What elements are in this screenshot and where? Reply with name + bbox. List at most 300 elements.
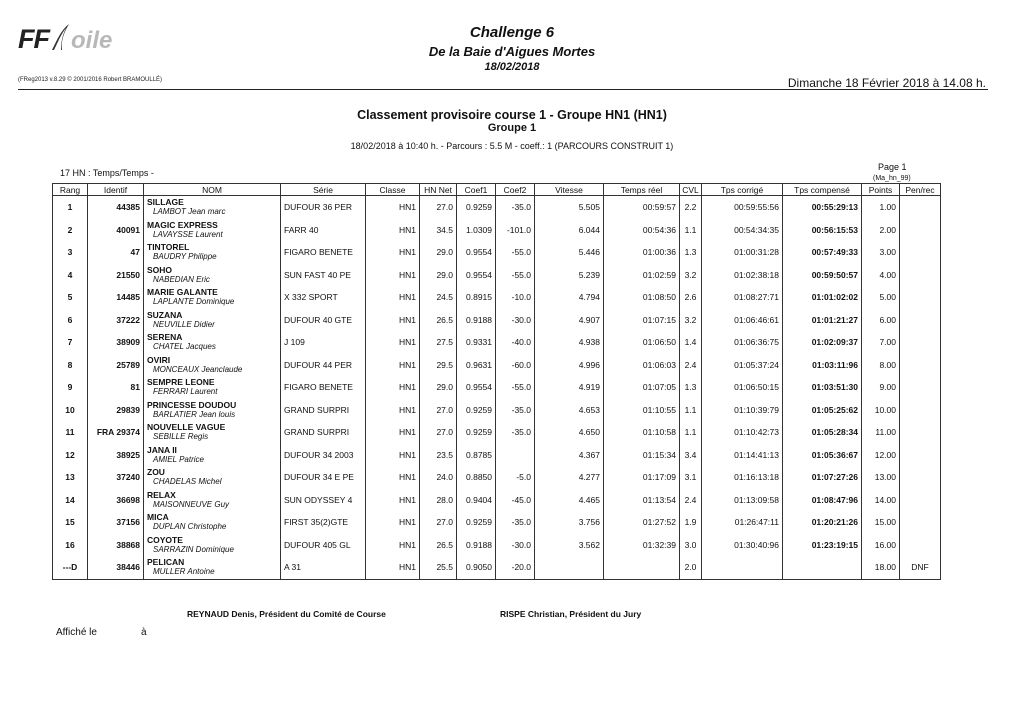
- boat-name: SUZANA: [147, 309, 183, 320]
- cell-pen: DNF: [900, 556, 941, 579]
- cell-coef2: -101.0: [496, 219, 535, 242]
- table-row: [53, 534, 941, 557]
- cell-corrige: 01:05:37:24: [702, 354, 783, 377]
- cell-corrige: 00:59:55:56: [702, 196, 783, 219]
- cell-rang: 11: [53, 421, 88, 444]
- column-header: Points: [862, 184, 900, 196]
- column-header: HN Net: [420, 184, 457, 196]
- cell-compense: 01:01:21:27: [783, 309, 862, 332]
- cell-rang: 7: [53, 331, 88, 354]
- logo-ff-text: FF: [18, 24, 49, 54]
- event-date: 18/02/2018: [484, 61, 540, 73]
- boat-name: SOHO: [147, 264, 173, 275]
- skipper-name: NABEDIAN Eric: [153, 274, 210, 284]
- cell-coef2: -10.0: [496, 286, 535, 309]
- cell-serie: DUFOUR 36 PER: [281, 196, 366, 219]
- cell-cvl: 3.0: [680, 534, 702, 557]
- cell-temps: 01:27:52: [604, 511, 680, 534]
- boat-name: MAGIC EXPRESS: [147, 219, 218, 230]
- table-row: [53, 286, 941, 309]
- cell-compense: 00:55:29:13: [783, 196, 862, 219]
- cell-points: 2.00: [862, 219, 900, 242]
- cell-compense: 01:08:47:96: [783, 489, 862, 512]
- cell-corrige: 01:10:39:79: [702, 399, 783, 422]
- cell-serie: FIGARO BENETE: [281, 376, 366, 399]
- boat-name: OVIRI: [147, 354, 171, 365]
- table-row: [53, 354, 941, 377]
- cell-identif: 38868: [88, 534, 144, 557]
- cell-hn: 27.0: [420, 421, 457, 444]
- cell-nom: [144, 196, 281, 219]
- cell-corrige: 01:14:41:13: [702, 444, 783, 467]
- table-row: [53, 376, 941, 399]
- cell-coef2: -40.0: [496, 331, 535, 354]
- column-header: Identif: [88, 184, 144, 196]
- boat-name: MICA: [147, 512, 169, 523]
- cell-nom: [144, 331, 281, 354]
- cell-corrige: 01:02:38:18: [702, 264, 783, 287]
- cell-identif: 37240: [88, 466, 144, 489]
- column-header: Temps réel: [604, 184, 680, 196]
- cell-classe: HN1: [366, 309, 420, 332]
- cell-vitesse: 3.562: [535, 534, 604, 557]
- cell-serie: FARR 40: [281, 219, 366, 242]
- cell-cvl: 1.1: [680, 399, 702, 422]
- cell-nom: [144, 444, 281, 467]
- column-header: Classe: [366, 184, 420, 196]
- boat-name: SILLAGE: [147, 197, 184, 208]
- column-header: Tps compensé: [783, 184, 862, 196]
- cell-vitesse: 4.650: [535, 421, 604, 444]
- cell-vitesse: 4.465: [535, 489, 604, 512]
- cell-vitesse: 3.756: [535, 511, 604, 534]
- cell-identif: 38909: [88, 331, 144, 354]
- cell-coef2: -55.0: [496, 376, 535, 399]
- cell-classe: HN1: [366, 354, 420, 377]
- cell-identif: 37222: [88, 309, 144, 332]
- cell-hn: 27.0: [420, 399, 457, 422]
- table-row: [53, 264, 941, 287]
- table-row: [53, 556, 941, 579]
- cell-coef1: 0.9188: [457, 534, 496, 557]
- cell-points: 4.00: [862, 264, 900, 287]
- header-rule: [18, 89, 988, 90]
- print-date: Dimanche 18 Février 2018 à 14.08 h.: [787, 76, 986, 90]
- cell-coef1: 1.0309: [457, 219, 496, 242]
- cell-temps: 01:32:39: [604, 534, 680, 557]
- cell-nom: [144, 219, 281, 242]
- cell-compense: 00:57:49:33: [783, 241, 862, 264]
- column-header: Coef2: [496, 184, 535, 196]
- results-table: [52, 183, 941, 580]
- cell-compense: 01:03:51:30: [783, 376, 862, 399]
- table-row: [53, 241, 941, 264]
- skipper-name: AMIEL Patrice: [153, 454, 204, 464]
- cell-temps: [604, 556, 680, 579]
- cell-classe: HN1: [366, 534, 420, 557]
- cell-nom: [144, 534, 281, 557]
- cell-serie: FIGARO BENETE: [281, 241, 366, 264]
- cell-classe: HN1: [366, 421, 420, 444]
- cell-compense: 00:59:50:57: [783, 264, 862, 287]
- cell-identif: 81: [88, 376, 144, 399]
- cell-pen: [900, 264, 941, 287]
- table-row: [53, 399, 941, 422]
- skipper-name: BAUDRY Philippe: [153, 252, 217, 262]
- cell-vitesse: 5.505: [535, 196, 604, 219]
- cell-hn: 25.5: [420, 556, 457, 579]
- cell-cvl: 2.0: [680, 556, 702, 579]
- cell-temps: 00:59:57: [604, 196, 680, 219]
- cell-nom: [144, 264, 281, 287]
- event-title: Challenge 6: [469, 24, 555, 41]
- cell-serie: DUFOUR 40 GTE: [281, 309, 366, 332]
- cell-coef2: -45.0: [496, 489, 535, 512]
- cell-corrige: 01:06:36:75: [702, 331, 783, 354]
- cell-nom: [144, 376, 281, 399]
- cell-pen: [900, 286, 941, 309]
- cell-classe: HN1: [366, 511, 420, 534]
- cell-hn: 26.5: [420, 309, 457, 332]
- cell-coef2: -55.0: [496, 241, 535, 264]
- logo-oile-text: oile: [71, 27, 113, 54]
- boat-name: RELAX: [147, 489, 176, 500]
- cell-pen: [900, 331, 941, 354]
- cell-corrige: 01:06:46:61: [702, 309, 783, 332]
- table-row: [53, 196, 941, 219]
- cell-nom: [144, 309, 281, 332]
- cell-nom: [144, 286, 281, 309]
- column-header: Tps corrigé: [702, 184, 783, 196]
- cell-hn: 29.0: [420, 241, 457, 264]
- cell-corrige: 01:06:50:15: [702, 376, 783, 399]
- skipper-name: LAPLANTE Dominique: [153, 297, 235, 307]
- cell-identif: 44385: [88, 196, 144, 219]
- cell-compense: 00:56:15:53: [783, 219, 862, 242]
- cell-temps: 01:02:59: [604, 264, 680, 287]
- cell-serie: GRAND SURPRI: [281, 421, 366, 444]
- table-row: [53, 219, 941, 242]
- cell-classe: HN1: [366, 286, 420, 309]
- cell-nom: [144, 241, 281, 264]
- cell-temps: 01:08:50: [604, 286, 680, 309]
- cell-identif: 47: [88, 241, 144, 264]
- cell-rang: 4: [53, 264, 88, 287]
- table-row: [53, 421, 941, 444]
- cell-compense: 01:02:09:37: [783, 331, 862, 354]
- cell-cvl: 2.4: [680, 489, 702, 512]
- table-header-row: [53, 184, 941, 196]
- cell-classe: HN1: [366, 196, 420, 219]
- cell-coef2: -60.0: [496, 354, 535, 377]
- cell-coef2: -30.0: [496, 534, 535, 557]
- cell-points: 1.00: [862, 196, 900, 219]
- boat-name: PELICAN: [147, 557, 185, 568]
- cell-identif: 38925: [88, 444, 144, 467]
- cell-rang: 5: [53, 286, 88, 309]
- cell-cvl: 1.4: [680, 331, 702, 354]
- cell-coef2: -20.0: [496, 556, 535, 579]
- cell-classe: HN1: [366, 376, 420, 399]
- cell-cvl: 1.3: [680, 241, 702, 264]
- cell-pen: [900, 219, 941, 242]
- cell-vitesse: 6.044: [535, 219, 604, 242]
- cell-serie: X 332 SPORT: [281, 286, 366, 309]
- cell-coef2: -35.0: [496, 399, 535, 422]
- cell-corrige: 01:08:27:71: [702, 286, 783, 309]
- cell-temps: 00:54:36: [604, 219, 680, 242]
- classement-subtitle: Groupe 1: [487, 122, 537, 134]
- cell-corrige: 00:54:34:35: [702, 219, 783, 242]
- cell-hn: 24.5: [420, 286, 457, 309]
- cell-temps: 01:07:15: [604, 309, 680, 332]
- race-info: 18/02/2018 à 10:40 h. - Parcours : 5.5 M - coeff.: 1 (PARCOURS CONSTRUIT 1): [350, 141, 674, 151]
- cell-hn: 24.0: [420, 466, 457, 489]
- cell-cvl: 3.1: [680, 466, 702, 489]
- cell-serie: J 109: [281, 331, 366, 354]
- cell-compense: 01:20:21:26: [783, 511, 862, 534]
- cell-serie: GRAND SURPRI: [281, 399, 366, 422]
- cell-points: 8.00: [862, 354, 900, 377]
- cell-pen: [900, 511, 941, 534]
- cell-identif: 36698: [88, 489, 144, 512]
- column-header: Pen/rec: [900, 184, 941, 196]
- cell-rang: 15: [53, 511, 88, 534]
- cell-compense: 01:05:36:67: [783, 444, 862, 467]
- cell-coef2: -5.0: [496, 466, 535, 489]
- cell-rang: 2: [53, 219, 88, 242]
- cell-hn: 28.0: [420, 489, 457, 512]
- boat-name: SEMPRE LEONE: [147, 377, 215, 388]
- boat-name: SERENA: [147, 332, 183, 343]
- table-row: [53, 331, 941, 354]
- cell-corrige: 01:26:47:11: [702, 511, 783, 534]
- table-row: [53, 511, 941, 534]
- cell-hn: 23.5: [420, 444, 457, 467]
- cell-classe: HN1: [366, 264, 420, 287]
- cell-nom: [144, 421, 281, 444]
- cell-coef1: 0.9554: [457, 376, 496, 399]
- page-label: Page 1: [878, 162, 907, 172]
- cell-compense: 01:23:19:15: [783, 534, 862, 557]
- cell-cvl: 3.2: [680, 309, 702, 332]
- cell-cvl: 1.9: [680, 511, 702, 534]
- cell-coef2: [496, 444, 535, 467]
- cell-hn: 26.5: [420, 534, 457, 557]
- column-header: Vitesse: [535, 184, 604, 196]
- cell-points: 12.00: [862, 444, 900, 467]
- cell-rang: 13: [53, 466, 88, 489]
- cell-hn: 27.5: [420, 331, 457, 354]
- cell-hn: 34.5: [420, 219, 457, 242]
- cell-serie: DUFOUR 34 E PE: [281, 466, 366, 489]
- cell-pen: [900, 444, 941, 467]
- cell-pen: [900, 466, 941, 489]
- cell-identif: 21550: [88, 264, 144, 287]
- cell-nom: [144, 354, 281, 377]
- cell-vitesse: 4.919: [535, 376, 604, 399]
- cell-hn: 29.0: [420, 264, 457, 287]
- fleet-info: 17 HN : Temps/Temps -: [60, 168, 154, 178]
- cell-pen: [900, 399, 941, 422]
- cell-nom: [144, 466, 281, 489]
- cell-corrige: 01:30:40:96: [702, 534, 783, 557]
- cell-corrige: 01:00:31:28: [702, 241, 783, 264]
- cell-vitesse: 4.938: [535, 331, 604, 354]
- cell-points: 9.00: [862, 376, 900, 399]
- cell-coef1: 0.8915: [457, 286, 496, 309]
- cell-cvl: 1.1: [680, 421, 702, 444]
- cell-identif: 37156: [88, 511, 144, 534]
- cell-cvl: 2.6: [680, 286, 702, 309]
- cell-pen: [900, 376, 941, 399]
- cell-rang: 3: [53, 241, 88, 264]
- cell-vitesse: 5.239: [535, 264, 604, 287]
- cell-serie: DUFOUR 405 GL: [281, 534, 366, 557]
- president-jury-signature: RISPE Christian, Président du Jury: [500, 609, 642, 619]
- cell-coef1: 0.9554: [457, 264, 496, 287]
- column-header: NOM: [144, 184, 281, 196]
- cell-compense: 01:05:28:34: [783, 421, 862, 444]
- table-row: [53, 444, 941, 467]
- cell-classe: HN1: [366, 444, 420, 467]
- cell-points: 15.00: [862, 511, 900, 534]
- cell-serie: FIRST 35(2)GTE: [281, 511, 366, 534]
- skipper-name: DUPLAN Christophe: [153, 522, 227, 532]
- boat-name: TINTOREL: [147, 242, 190, 253]
- cell-nom: [144, 399, 281, 422]
- cell-compense: 01:01:02:02: [783, 286, 862, 309]
- skipper-name: MULLER Antoine: [153, 567, 215, 577]
- cell-classe: HN1: [366, 219, 420, 242]
- cell-points: 14.00: [862, 489, 900, 512]
- cell-serie: DUFOUR 34 2003: [281, 444, 366, 467]
- skipper-name: CHADELAS Michel: [153, 477, 222, 487]
- cell-temps: 01:06:03: [604, 354, 680, 377]
- cell-identif: 29839: [88, 399, 144, 422]
- cell-identif: 14485: [88, 286, 144, 309]
- cell-cvl: 2.4: [680, 354, 702, 377]
- cell-vitesse: 4.907: [535, 309, 604, 332]
- boat-name: MARIE GALANTE: [147, 287, 218, 298]
- cell-points: 11.00: [862, 421, 900, 444]
- cell-rang: ---D: [53, 556, 88, 579]
- cell-compense: 01:03:11:96: [783, 354, 862, 377]
- cell-pen: [900, 421, 941, 444]
- president-course-signature: REYNAUD Denis, Président du Comité de Course: [187, 609, 386, 619]
- cell-pen: [900, 354, 941, 377]
- cell-corrige: [702, 556, 783, 579]
- software-copyright: (FReg2013 v.8.29 © 2001/2016 Robert BRAMOULLÉ): [18, 77, 163, 83]
- cell-serie: SUN ODYSSEY 4: [281, 489, 366, 512]
- column-header: CVL: [680, 184, 702, 196]
- skipper-name: BARLATIER Jean louis: [153, 409, 236, 419]
- cell-points: 5.00: [862, 286, 900, 309]
- cell-identif: 40091: [88, 219, 144, 242]
- cell-corrige: 01:13:09:58: [702, 489, 783, 512]
- cell-points: 10.00: [862, 399, 900, 422]
- skipper-name: NEUVILLE Didier: [153, 319, 215, 329]
- cell-vitesse: 5.446: [535, 241, 604, 264]
- cell-pen: [900, 534, 941, 557]
- cell-vitesse: [535, 556, 604, 579]
- cell-coef1: 0.9259: [457, 196, 496, 219]
- cell-nom: [144, 489, 281, 512]
- cell-temps: 01:00:36: [604, 241, 680, 264]
- cell-compense: 01:05:25:62: [783, 399, 862, 422]
- cell-rang: 9: [53, 376, 88, 399]
- column-header: Rang: [53, 184, 88, 196]
- cell-classe: HN1: [366, 466, 420, 489]
- cell-coef1: 0.8785: [457, 444, 496, 467]
- cell-coef2: -35.0: [496, 196, 535, 219]
- cell-coef1: 0.8850: [457, 466, 496, 489]
- cell-cvl: 1.1: [680, 219, 702, 242]
- cell-rang: 8: [53, 354, 88, 377]
- cell-compense: [783, 556, 862, 579]
- cell-classe: HN1: [366, 399, 420, 422]
- cell-serie: DUFOUR 44 PER: [281, 354, 366, 377]
- skipper-name: SARRAZIN Dominique: [153, 544, 234, 554]
- classement-title: Classement provisoire course 1 - Groupe HN1 (HN1): [357, 108, 667, 122]
- cell-points: 18.00: [862, 556, 900, 579]
- cell-coef1: 0.9404: [457, 489, 496, 512]
- cell-points: 13.00: [862, 466, 900, 489]
- cell-coef1: 0.9554: [457, 241, 496, 264]
- skipper-name: FERRARI Laurent: [153, 387, 218, 397]
- posted-a-label: à: [141, 627, 147, 638]
- cell-rang: 14: [53, 489, 88, 512]
- cell-classe: HN1: [366, 331, 420, 354]
- table-row: [53, 309, 941, 332]
- boat-name: ZOU: [147, 467, 165, 478]
- cell-pen: [900, 309, 941, 332]
- skipper-name: SEBILLE Regis: [153, 432, 209, 442]
- cell-cvl: 1.3: [680, 376, 702, 399]
- cell-nom: [144, 511, 281, 534]
- cell-vitesse: 4.794: [535, 286, 604, 309]
- cell-coef2: -55.0: [496, 264, 535, 287]
- cell-compense: 01:07:27:26: [783, 466, 862, 489]
- cell-classe: HN1: [366, 489, 420, 512]
- cell-cvl: 3.2: [680, 264, 702, 287]
- boat-name: JANA II: [147, 444, 177, 455]
- cell-identif: 25789: [88, 354, 144, 377]
- boat-name: COYOTE: [147, 534, 183, 545]
- cell-identif: 38446: [88, 556, 144, 579]
- cell-coef1: 0.9631: [457, 354, 496, 377]
- table-row: [53, 466, 941, 489]
- cell-coef1: 0.9259: [457, 421, 496, 444]
- column-header: Coef1: [457, 184, 496, 196]
- cell-identif: FRA 29374: [88, 421, 144, 444]
- cell-vitesse: 4.996: [535, 354, 604, 377]
- cell-serie: SUN FAST 40 PE: [281, 264, 366, 287]
- cell-temps: 01:17:09: [604, 466, 680, 489]
- boat-name: NOUVELLE VAGUE: [147, 422, 226, 433]
- cell-pen: [900, 196, 941, 219]
- cell-coef1: 0.9188: [457, 309, 496, 332]
- table-row: [53, 489, 941, 512]
- cell-vitesse: 4.367: [535, 444, 604, 467]
- cell-temps: 01:13:54: [604, 489, 680, 512]
- cell-hn: 29.0: [420, 376, 457, 399]
- cell-points: 6.00: [862, 309, 900, 332]
- cell-coef1: 0.9259: [457, 399, 496, 422]
- cell-coef1: 0.9331: [457, 331, 496, 354]
- column-header: Série: [281, 184, 366, 196]
- cell-temps: 01:10:58: [604, 421, 680, 444]
